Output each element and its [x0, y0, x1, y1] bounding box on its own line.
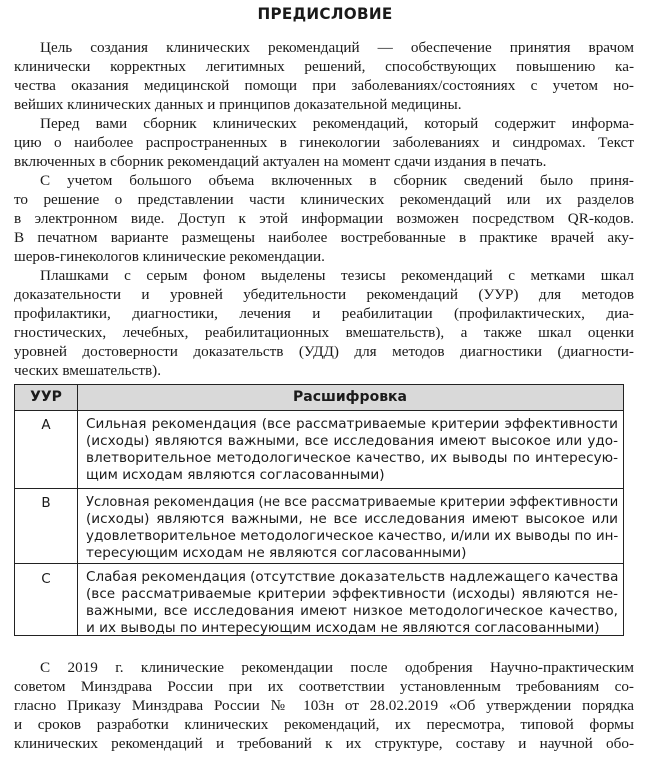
text-line: цию о наиболее распространенных в гинекологии заболеваниях и синдромах. Текст	[14, 134, 634, 151]
text-line: уровней достоверности доказательств (УДД) для методов диагностики (диагности-	[14, 343, 634, 360]
row-divider	[15, 563, 623, 564]
description-line: Сильная рекомендация (все рассматриваемые критерии эффективности	[86, 416, 618, 432]
description-line: Слабая рекомендация (отсутствие доказательств надлежащего качества	[86, 569, 619, 585]
text-line: чества оказания медицинской помощи при заболеваниях/состояниях с учетом но-	[14, 77, 634, 94]
description-line: влетворительное методологическое качество, их выводы по интересую-	[86, 450, 618, 466]
text-line: то решение о представлении части клинических рекомендаций или их разделов	[14, 191, 634, 208]
page-title: ПРЕДИСЛОВИЕ	[257, 4, 393, 23]
text-line: советом Минздрава России при их соответствии установленным требованиям со-	[14, 678, 634, 695]
text-line: профилактики, диагностики, лечения и реабилитации (профилактических, диа-	[14, 305, 634, 322]
text-line: гностических, лечебных, реабилитационных вмешательств), а также шкал оценки	[14, 324, 634, 341]
grade-cell: C	[41, 571, 51, 587]
header-grade: УУР	[30, 389, 62, 405]
text-line: доказательности и уровней убедительности рекомендаций (УУР) для методов	[14, 286, 634, 303]
recommendation-levels-table	[14, 384, 624, 636]
grade-cell: B	[41, 495, 51, 511]
row-divider	[15, 488, 623, 489]
text-line: В печатном варианте размещены наиболее востребованные в практике врачей аку-	[14, 229, 634, 246]
text-line: Перед вами сборник клинических рекомендаций, который содержит информа-	[40, 115, 634, 132]
text-line: С учетом большого объема включенных в сборник сведений было приня-	[40, 172, 634, 189]
text-line: клинически корректных легитимных решений, способствующих повышению ка-	[14, 58, 634, 75]
text-line: С 2019 г. клинические рекомендации после одобрения Научно-практическим	[40, 659, 634, 676]
description-line: важными, все исследования имеют низкое методологическое качество,	[86, 603, 618, 619]
text-line: в электронном виде. Доступ к этой информации возможен посредством QR-кодов.	[14, 210, 634, 227]
text-line: гласно Приказу Минздрава России № 103н от 28.02.2019 «Об утверждении порядка	[14, 697, 634, 714]
text-line: ческих вмешательств).	[14, 362, 161, 379]
description-line: тересующим исходам не являются согласованными)	[86, 545, 467, 561]
description-line: (исходы) являются важными, все исследования имеют высокое или удо-	[86, 433, 618, 449]
header-description: Расшифровка	[292, 389, 408, 405]
grade-cell: A	[41, 417, 51, 433]
description-line: Условная рекомендация (не все рассматриваемые критерии эффективности	[86, 494, 619, 510]
description-line: и их выводы по интересующим исходам не являются согласованными)	[86, 620, 600, 636]
table-divider	[77, 385, 78, 635]
text-line: шеров-гинекологов клинические рекомендации.	[14, 248, 325, 265]
text-line: Цель создания клинических рекомендаций — обеспечение принятия врачом	[40, 39, 634, 56]
description-line: щим исходам являются согласованными)	[86, 467, 385, 483]
description-line: (исходы) являются важными, не все исследования имеют высокое или	[86, 511, 618, 527]
text-line: Плашками с серым фоном выделены тезисы рекомендаций с метками шкал	[40, 267, 634, 284]
description-line: (все рассматриваемые критерии эффективности (исходы) являются не-	[86, 586, 618, 602]
text-line: и сроков разработки клинических рекомендаций, их пересмотра, типовой формы	[14, 716, 634, 733]
description-line: удовлетворительное методологическое качество, и/или их выводы по ин-	[86, 528, 619, 544]
text-line: клинических рекомендаций и требований к их структуре, составу и научной обо-	[14, 735, 634, 752]
text-line: вейших клинических данных и принципов доказательной медицины.	[14, 96, 462, 113]
text-line: включенных в сборник рекомендаций актуален на момент сдачи издания в печать.	[14, 153, 547, 170]
